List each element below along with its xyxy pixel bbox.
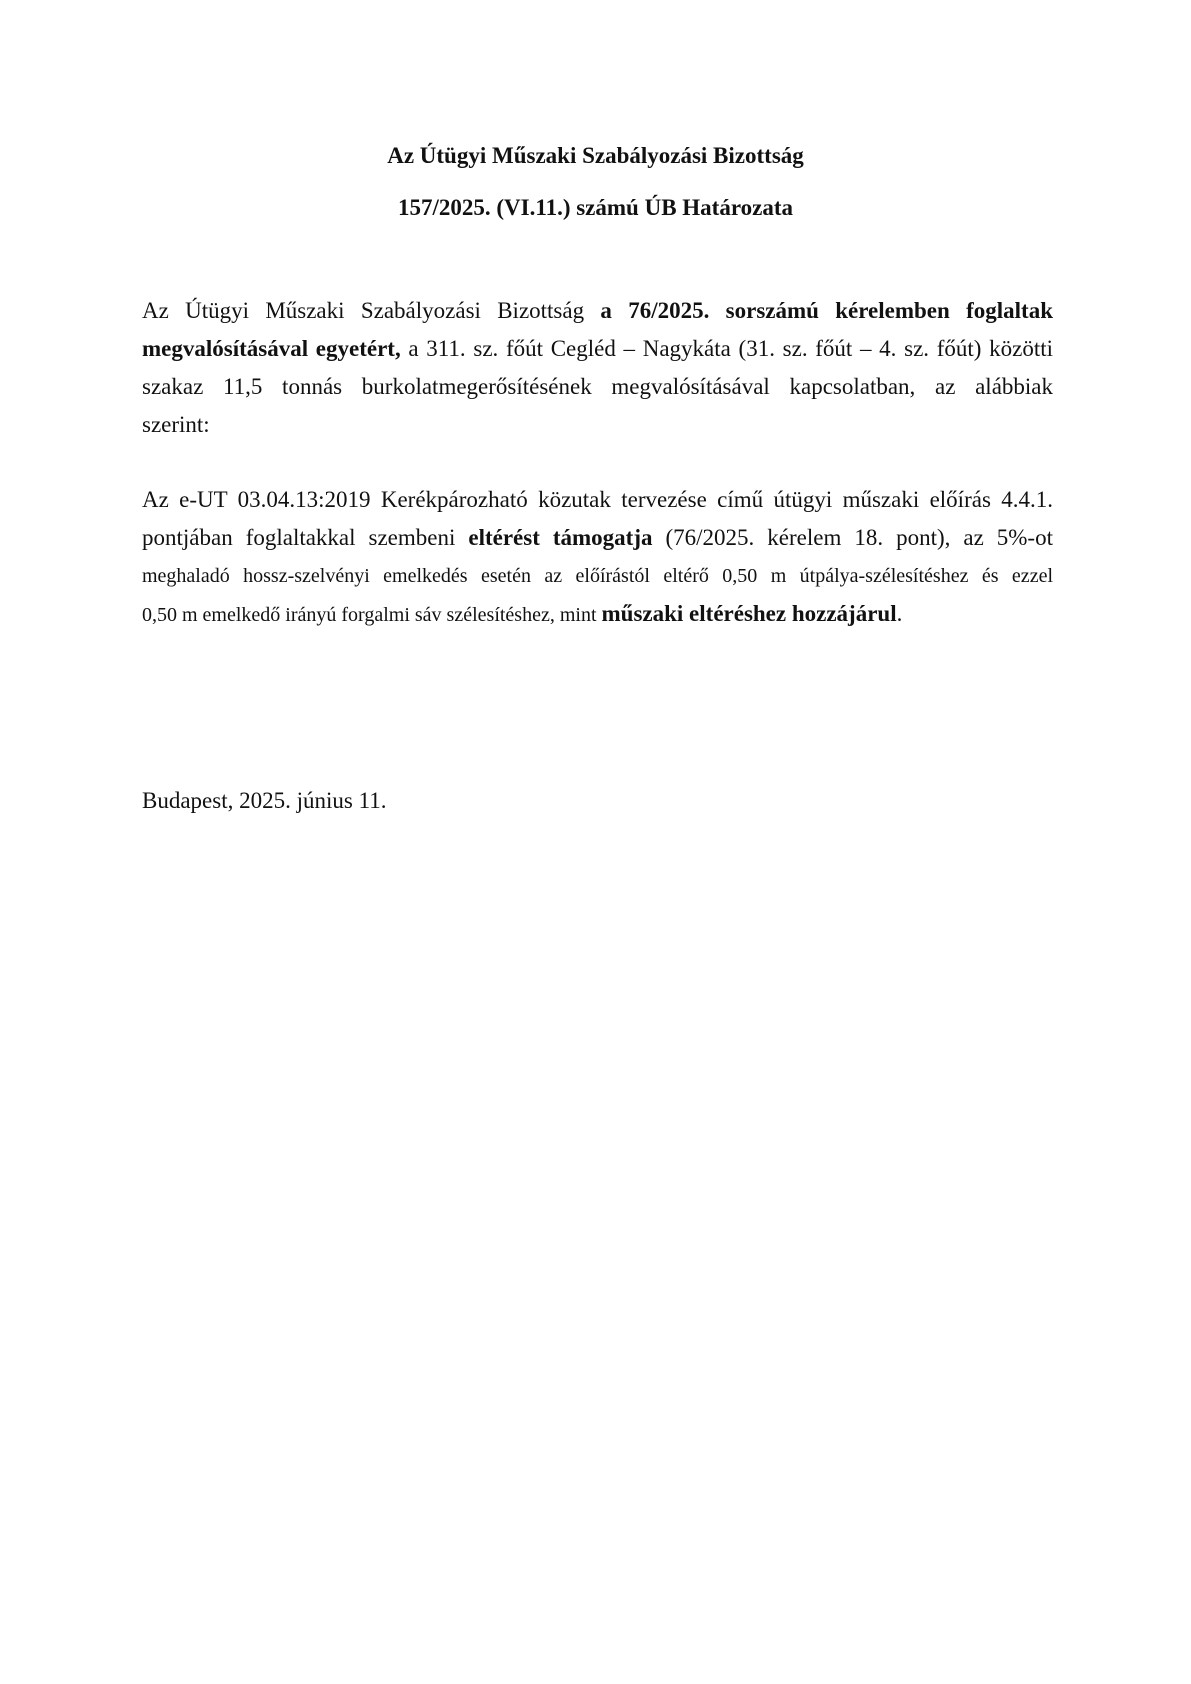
paragraph-line: szerint: — [142, 412, 210, 437]
paragraph-line: Az Útügyi Műszaki Szabályozási Bizottság a 76/2025. sorszámú kérelemben foglaltak — [142, 298, 1053, 323]
emphasis-text: megvalósításával egyetért, — [142, 336, 401, 361]
emphasis-text: eltérést támogatja — [468, 525, 653, 550]
paragraph-line: Az e-UT 03.04.13:2019 Kerékpározható közutak tervezése című útügyi műszaki előírás 4.4.1. — [142, 487, 1053, 512]
resolution-number: 157/2025. (VI.11.) számú ÚB Határozata — [397, 195, 794, 220]
paragraph-decision — [142, 292, 1053, 444]
paragraph-line: szakaz 11,5 tonnás burkolatmegerősítésének megvalósításával kapcsolatban, az alábbiak — [142, 374, 1053, 399]
paragraph-line: pontjában foglaltakkal szembeni eltérést támogatja (76/2025. kérelem 18. pont), az 5%-ot — [142, 525, 1053, 550]
place-and-date: Budapest, 2025. június 11. — [142, 788, 387, 813]
paragraph-line: megvalósításával egyetért, a 311. sz. főút Cegléd – Nagykáta (31. sz. főút – 4. sz. főút) közötti — [142, 336, 1053, 361]
emphasis-text: műszaki eltéréshez hozzájárul — [601, 601, 897, 626]
paragraph-deviation — [142, 481, 1053, 633]
paragraph-line: 0,50 m emelkedő irányú forgalmi sáv szélesítéshez, mint műszaki eltéréshez hozzájárul. — [142, 601, 903, 626]
paragraph-line: meghaladó hossz-szelvényi emelkedés esetén az előírástól eltérő 0,50 m útpálya-szélesítéshez és ezzel — [142, 565, 1053, 587]
document-title: Az Útügyi Műszaki Szabályozási Bizottság — [387, 143, 804, 168]
emphasis-text: a 76/2025. sorszámú kérelemben foglaltak — [600, 298, 1053, 323]
